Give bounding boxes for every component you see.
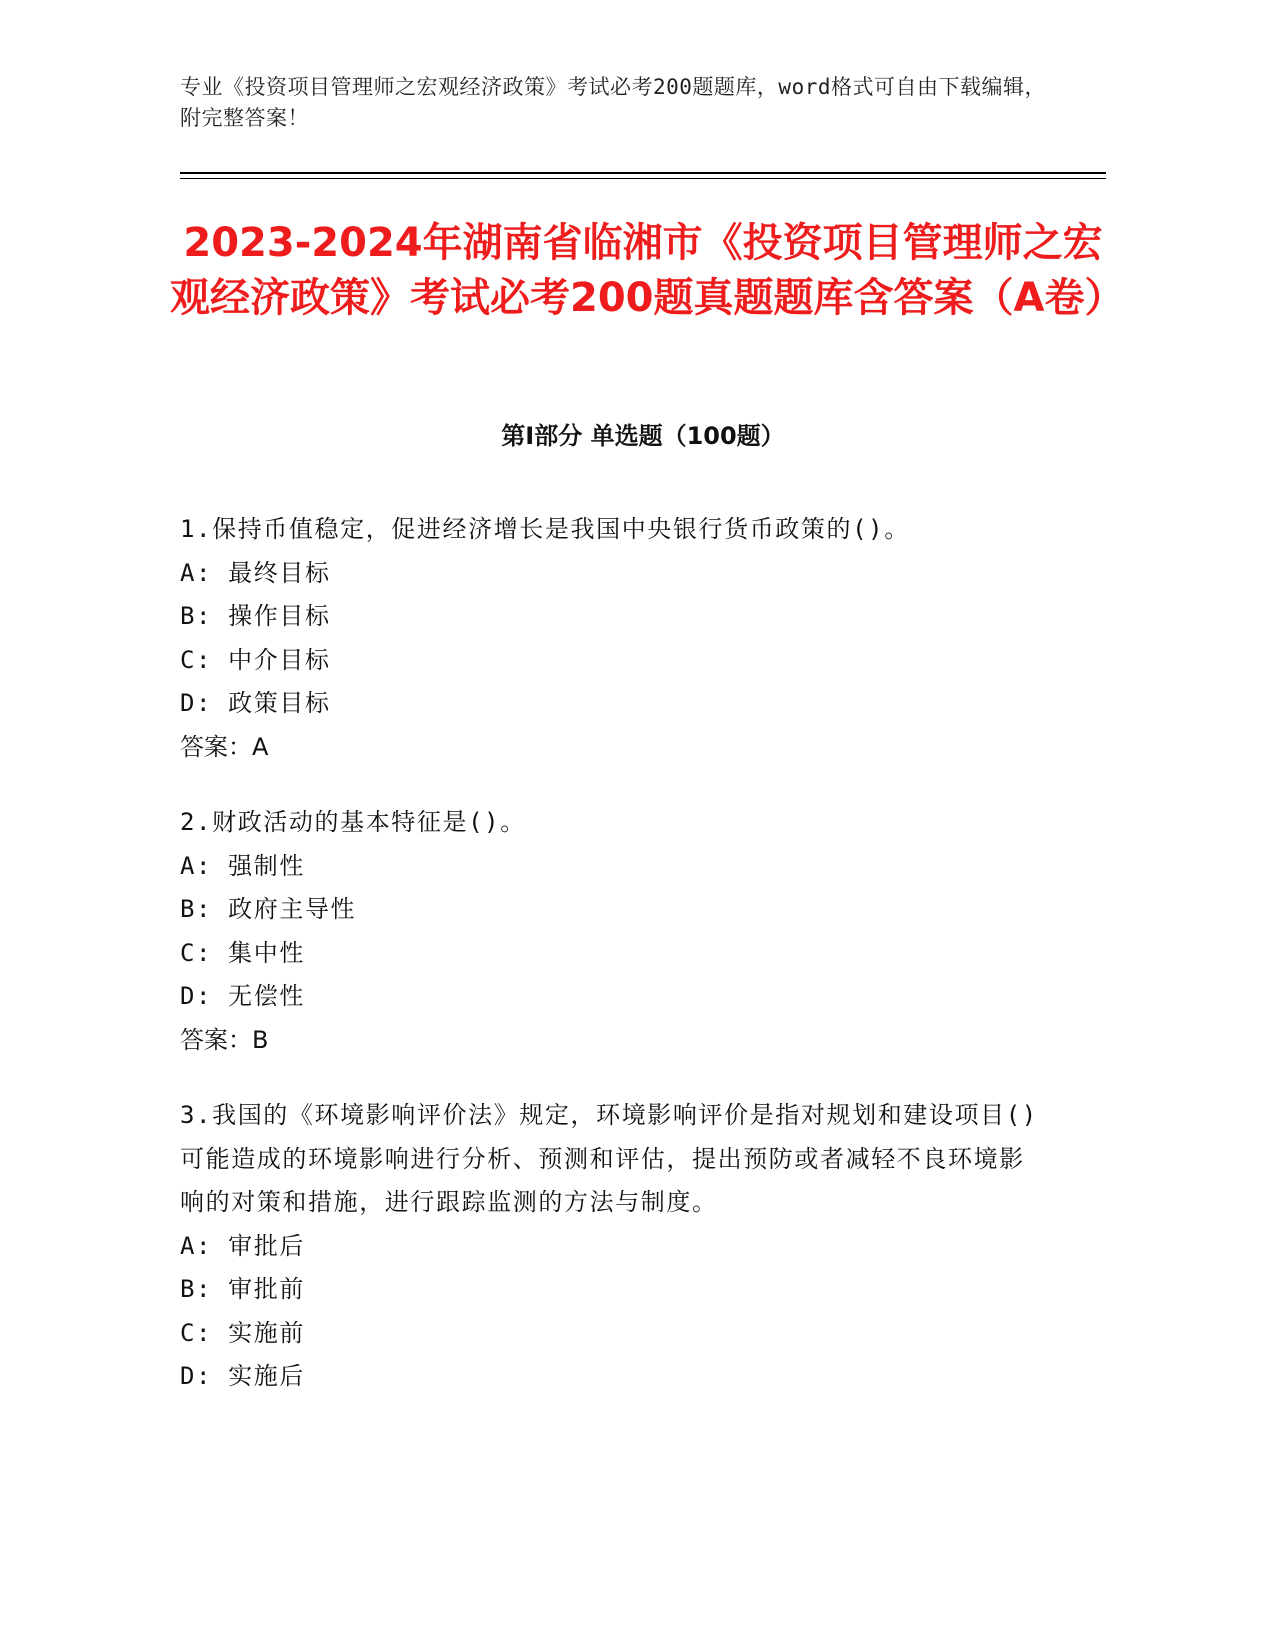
- question-stem: 1.保持币值稳定，促进经济增长是我国中央银行货币政策的()。: [180, 515, 910, 543]
- question-stem: 2.财政活动的基本特征是()。: [180, 808, 526, 836]
- option-a: A: 最终目标: [180, 558, 331, 587]
- option-c: C: 集中性: [180, 938, 305, 967]
- option-b: B: 政府主导性: [180, 895, 357, 923]
- option-a: A: 审批后: [180, 1231, 305, 1260]
- option-c: C: 中介目标: [180, 645, 331, 674]
- option-d: D: 无偿性: [180, 982, 305, 1010]
- document-title: 2023-2024年湖南省临湘市《投资项目管理师之宏观经济政策》考试必考200题真题题库含答案（A卷）: [170, 220, 1125, 321]
- header-note: 专业《投资项目管理师之宏观经济政策》考试必考200题题库，word格式可自由下载编辑，附完整答案！: [180, 75, 1046, 130]
- option-b: B: 审批前: [180, 1275, 305, 1303]
- header-divider-thick: [180, 172, 1106, 174]
- header-divider-thin: [180, 178, 1106, 179]
- question-stem: 3.我国的《环境影响评价法》规定，环境影响评价是指对规划和建设项目()可能造成的环境影响进行分析、预测和评估，提出预防或者减轻不良环境影响的对策和措施，进行跟踪监测的方法与制度。: [180, 1101, 1038, 1216]
- question-1: [180, 508, 1040, 769]
- option-c: C: 实施前: [180, 1318, 305, 1347]
- question-3: [180, 1094, 1040, 1399]
- option-b: B: 操作目标: [180, 602, 331, 630]
- option-d: D: 政策目标: [180, 689, 331, 717]
- answer-line: 答案：B: [180, 1025, 269, 1054]
- option-d: D: 实施后: [180, 1362, 305, 1390]
- question-2: [180, 801, 1040, 1062]
- question-list: [180, 508, 1040, 1431]
- option-a: A: 强制性: [180, 851, 305, 880]
- answer-line: 答案：A: [180, 732, 269, 761]
- section-title: 第I部分 单选题（100题）: [501, 422, 785, 450]
